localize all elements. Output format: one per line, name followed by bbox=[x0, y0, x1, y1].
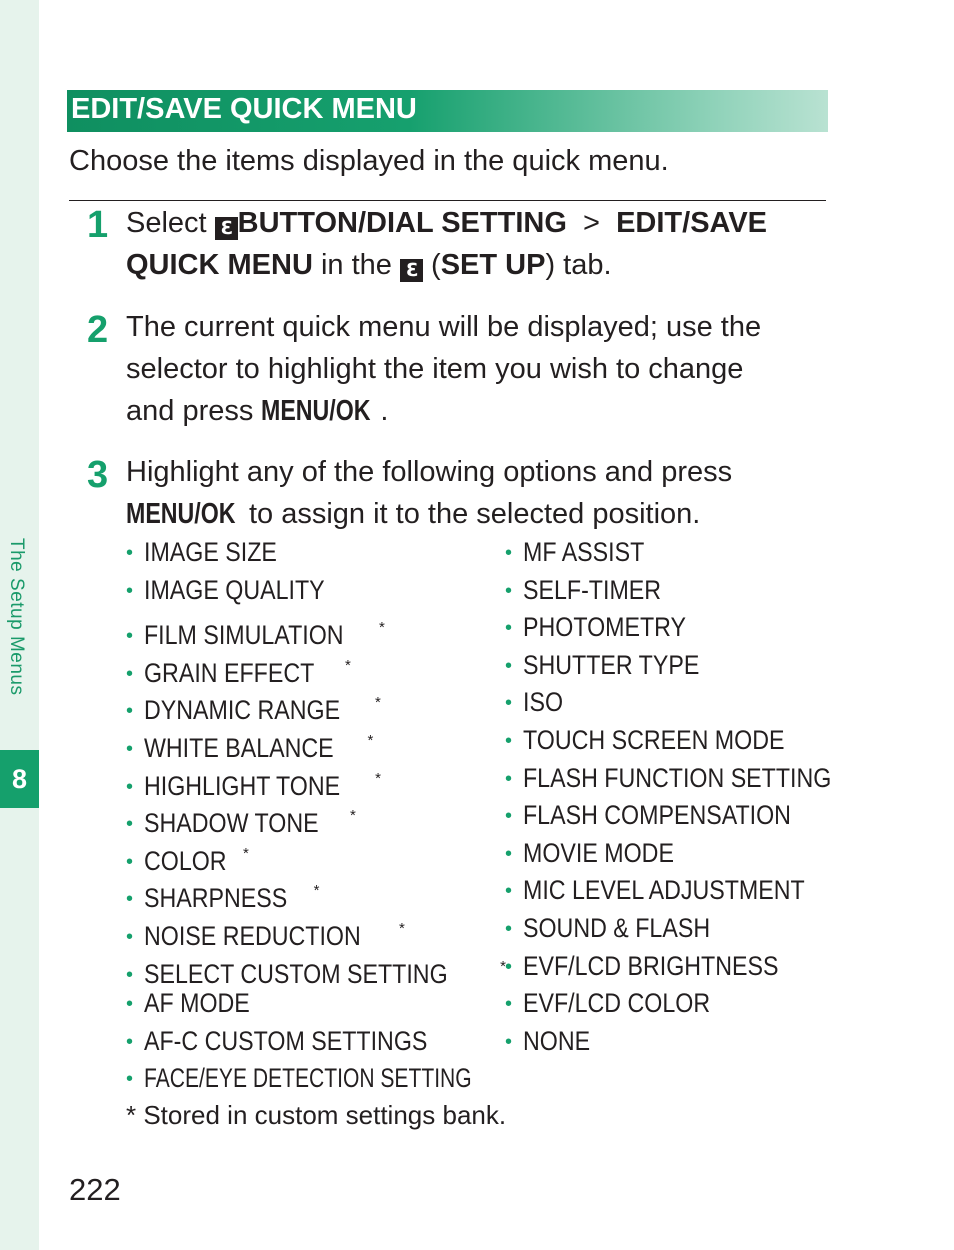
option-label: NOISE REDUCTION bbox=[144, 920, 361, 951]
list-item bbox=[505, 948, 882, 986]
step-1-menu-item: BUTTON/DIAL SETTING bbox=[237, 207, 567, 239]
bullet-icon: • bbox=[126, 888, 134, 911]
bullet-icon: • bbox=[126, 542, 134, 564]
option-label: FILM SIMULATION bbox=[144, 620, 344, 651]
step-2-text bbox=[126, 306, 826, 432]
step-2-line-3: and press bbox=[126, 395, 254, 427]
bullet-icon: • bbox=[126, 925, 134, 948]
bullet-icon: • bbox=[505, 1030, 513, 1053]
step-1-open-paren: ( bbox=[431, 249, 441, 281]
bullet-icon: • bbox=[126, 737, 134, 760]
step-3-line-2: to assign it to the selected position. bbox=[248, 498, 701, 530]
step-1-set-up: SET UP bbox=[440, 249, 546, 281]
step-1-tab-end: ) tab. bbox=[545, 249, 612, 281]
bullet-icon: • bbox=[505, 993, 513, 1016]
bullet-icon: • bbox=[505, 767, 513, 790]
wrench-icon: ℇ bbox=[215, 217, 238, 240]
option-label: AF-C CUSTOM SETTINGS bbox=[144, 1025, 428, 1056]
option-label: FACE/EYE DETECTION SETTING bbox=[144, 1063, 472, 1094]
option-label: NONE bbox=[523, 1025, 591, 1056]
option-label: SHARPNESS bbox=[144, 883, 288, 914]
asterisk-mark: * bbox=[399, 919, 405, 937]
step-1-select: Select bbox=[126, 207, 207, 239]
bullet-icon: • bbox=[126, 1030, 134, 1053]
bullet-icon: • bbox=[126, 993, 134, 1016]
option-label: DYNAMIC RANGE bbox=[144, 695, 341, 726]
bullet-icon: • bbox=[505, 842, 513, 865]
option-label: PHOTOMETRY bbox=[523, 612, 686, 643]
list-item bbox=[126, 609, 564, 651]
list-item bbox=[126, 1023, 564, 1061]
option-label: GRAIN EFFECT bbox=[144, 657, 315, 688]
page-number: 222 bbox=[69, 1172, 121, 1207]
bullet-icon: • bbox=[505, 955, 513, 978]
list-item bbox=[505, 534, 882, 572]
sidebar-chapter-label: The Setup Menus bbox=[6, 538, 27, 696]
asterisk-mark: * bbox=[500, 957, 506, 975]
chapter-number-tab: 8 bbox=[0, 750, 39, 808]
bullet-icon: • bbox=[505, 654, 513, 677]
list-item bbox=[505, 722, 882, 760]
list-item bbox=[505, 835, 882, 873]
section-header-bar bbox=[67, 90, 828, 132]
list-item bbox=[126, 1060, 564, 1098]
list-item bbox=[505, 910, 882, 948]
step-2-line-1: The current quick menu will be displayed; use the bbox=[126, 311, 762, 343]
option-label: AF MODE bbox=[144, 988, 250, 1019]
list-item bbox=[505, 647, 882, 685]
option-label: MOVIE MODE bbox=[523, 837, 674, 868]
list-item bbox=[505, 572, 882, 610]
bullet-icon: • bbox=[505, 729, 513, 752]
list-item bbox=[126, 534, 564, 572]
option-label: TOUCH SCREEN MODE bbox=[523, 724, 785, 755]
bullet-icon: • bbox=[505, 692, 513, 715]
bullet-icon: • bbox=[126, 1068, 134, 1091]
bullet-icon: • bbox=[126, 775, 134, 798]
asterisk-mark: * bbox=[375, 769, 381, 787]
bullet-icon: • bbox=[505, 917, 513, 940]
option-label: EVF/LCD COLOR bbox=[523, 988, 711, 1019]
step-3-line-1: Highlight any of the following options and press bbox=[126, 456, 733, 488]
bullet-icon: • bbox=[505, 805, 513, 828]
step-1-edit-save: EDIT/SAVE bbox=[616, 207, 768, 239]
option-label: SELF-TIMER bbox=[523, 574, 662, 605]
options-list-left bbox=[126, 534, 564, 1098]
bullet-icon: • bbox=[126, 625, 134, 648]
bullet-icon: • bbox=[126, 662, 134, 685]
section-title: EDIT/SAVE QUICK MENU bbox=[71, 93, 417, 125]
list-item bbox=[505, 985, 882, 1023]
wrench-icon: ℇ bbox=[400, 259, 423, 282]
asterisk-mark: * bbox=[350, 807, 356, 825]
step-1-number: 1 bbox=[87, 204, 109, 246]
option-label: FLASH COMPENSATION bbox=[523, 800, 791, 831]
options-list-right bbox=[505, 534, 882, 1060]
step-1-quick-menu: QUICK MENU bbox=[126, 249, 313, 281]
option-label: HIGHLIGHT TONE bbox=[144, 770, 341, 801]
option-label: ISO bbox=[523, 687, 564, 718]
bullet-icon: • bbox=[505, 579, 513, 602]
bullet-icon: • bbox=[505, 617, 513, 640]
asterisk-mark: * bbox=[375, 694, 381, 712]
list-item bbox=[126, 572, 564, 610]
bullet-icon: • bbox=[126, 813, 134, 836]
step-2-line-2: selector to highlight the item you wish to change bbox=[126, 353, 744, 385]
bullet-icon: • bbox=[126, 850, 134, 873]
asterisk-mark: * bbox=[345, 656, 351, 674]
list-item bbox=[505, 609, 882, 647]
option-label: MIC LEVEL ADJUSTMENT bbox=[523, 875, 805, 906]
option-label: SHUTTER TYPE bbox=[523, 649, 700, 680]
step-1-text bbox=[126, 202, 826, 286]
step-1-arrow: > bbox=[583, 207, 600, 239]
option-label: FLASH FUNCTION SETTING bbox=[523, 762, 832, 793]
bullet-icon: • bbox=[505, 880, 513, 903]
step-3-text bbox=[126, 451, 826, 535]
asterisk-mark: * bbox=[367, 731, 374, 749]
bullet-icon: • bbox=[126, 579, 134, 602]
menu-ok-button-label: MENU/OK bbox=[126, 498, 236, 530]
option-label: SHADOW TONE bbox=[144, 808, 319, 839]
option-label: WHITE BALANCE bbox=[144, 732, 334, 763]
asterisk-mark: * bbox=[243, 844, 249, 862]
bullet-icon: • bbox=[126, 963, 134, 986]
list-item bbox=[505, 760, 882, 798]
list-item bbox=[505, 1023, 882, 1061]
list-item bbox=[505, 797, 882, 835]
footnote: * Stored in custom settings bank. bbox=[126, 1100, 507, 1130]
option-label: MF ASSIST bbox=[523, 537, 645, 567]
option-label: COLOR bbox=[144, 845, 227, 876]
option-label: IMAGE SIZE bbox=[144, 537, 277, 567]
menu-ok-button-label: MENU/OK bbox=[261, 395, 371, 427]
step-2-period: . bbox=[380, 395, 389, 427]
step-2-number: 2 bbox=[87, 309, 109, 351]
list-item bbox=[505, 684, 882, 722]
step-1-in-the: in the bbox=[320, 249, 392, 281]
option-label: EVF/LCD BRIGHTNESS bbox=[523, 950, 779, 981]
option-label: IMAGE QUALITY bbox=[144, 574, 325, 605]
divider bbox=[69, 200, 826, 201]
step-3-number: 3 bbox=[87, 454, 109, 496]
asterisk-mark: * bbox=[313, 882, 320, 900]
bullet-icon: • bbox=[126, 700, 134, 723]
list-item bbox=[505, 872, 882, 910]
bullet-icon: • bbox=[505, 542, 513, 564]
option-label: SOUND & FLASH bbox=[523, 912, 711, 943]
section-intro: Choose the items displayed in the quick menu. bbox=[69, 145, 669, 177]
asterisk-mark: * bbox=[379, 619, 385, 637]
option-label: SELECT CUSTOM SETTING bbox=[144, 958, 448, 989]
